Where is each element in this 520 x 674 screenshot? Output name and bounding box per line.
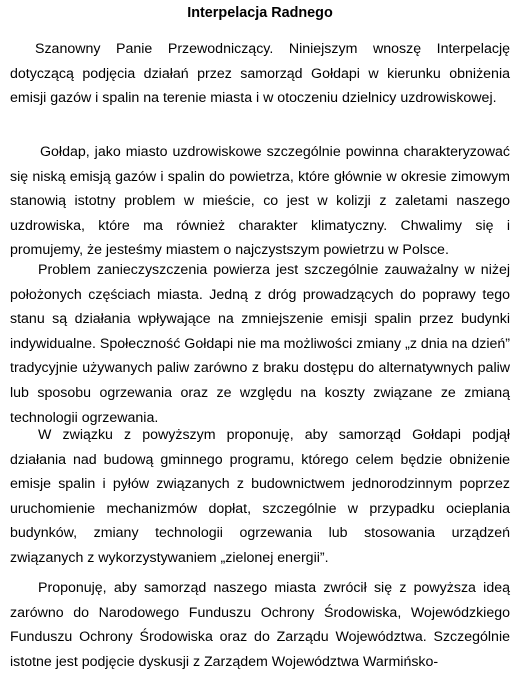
paragraph-spa-town: Gołdap, jako miasto uzdrowiskowe szczególnie powinna charakteryzować się niską emisją gazów i spalin do powietrza, które głównie w okresie zimowym stanowią istotny problem w mieście, co jest w kolizji z zaletami naszego uzdrowiska, które ma również charakter klimatyczny. Chwalimy się i promujemy, że jesteśmy miastem o najczystszym powietrzu w Polsce.	[10, 144, 510, 259]
document-title: Interpelacja Radnego	[187, 5, 333, 21]
paragraph-pollution-problem: Problem zanieczyszczenia powierza jest szczególnie zauważalny w niżej położonych częściach miasta. Jedną z dróg prowadzących do poprawy tego stanu są działania wpływające na zmniejszenie emisji spalin przez budynki indywidualne. Społeczność Gołdapi nie ma możliwości zmiany „z dnia na dzień” tradycyjnie używanych paliw zarówno z braku dostępu do alternatywnych paliw lub sposobu ogrzewania oraz ze względu na koszty związane ze zmianą technologii ogrzewania.	[10, 262, 510, 426]
paragraph-funding-request: Proponuję, aby samorząd naszego miasta zwrócił się z powyższa ideą zarówno do Narodowego Funduszu Ochrony Środowiska, Wojewódzkiego Funduszu Ochrony Środowiska oraz do Zarządu Województwa. Szczególnie istotne jest podjęcie dyskusji z Zarządem Województwa Warmińsko-	[10, 580, 510, 670]
paragraph-introduction: Szanowny Panie Przewodniczący. Niniejszym wnoszę Interpelację dotyczącą podjęcia działań przez samorząd Gołdapi w kierunku obniżenia emisji gazów i spalin na terenie miasta i w otoczeniu dzielnicy uzdrowiskowej.	[10, 41, 510, 107]
paragraph-proposal: W związku z powyższym proponuję, aby samorząd Gołdapi podjął działania nad budową gminnego programu, którego celem będzie obniżenie emisje spalin i pyłów związanych z budownictwem jednorodzinnym poprzez uruchomienie mechanizmów dopłat, szczególnie w przypadku ocieplania budynków, zmiany technologii ogrzewania lub stosowania urządzeń związanych z wykorzystywaniem „zielonej energii”.	[10, 427, 510, 566]
